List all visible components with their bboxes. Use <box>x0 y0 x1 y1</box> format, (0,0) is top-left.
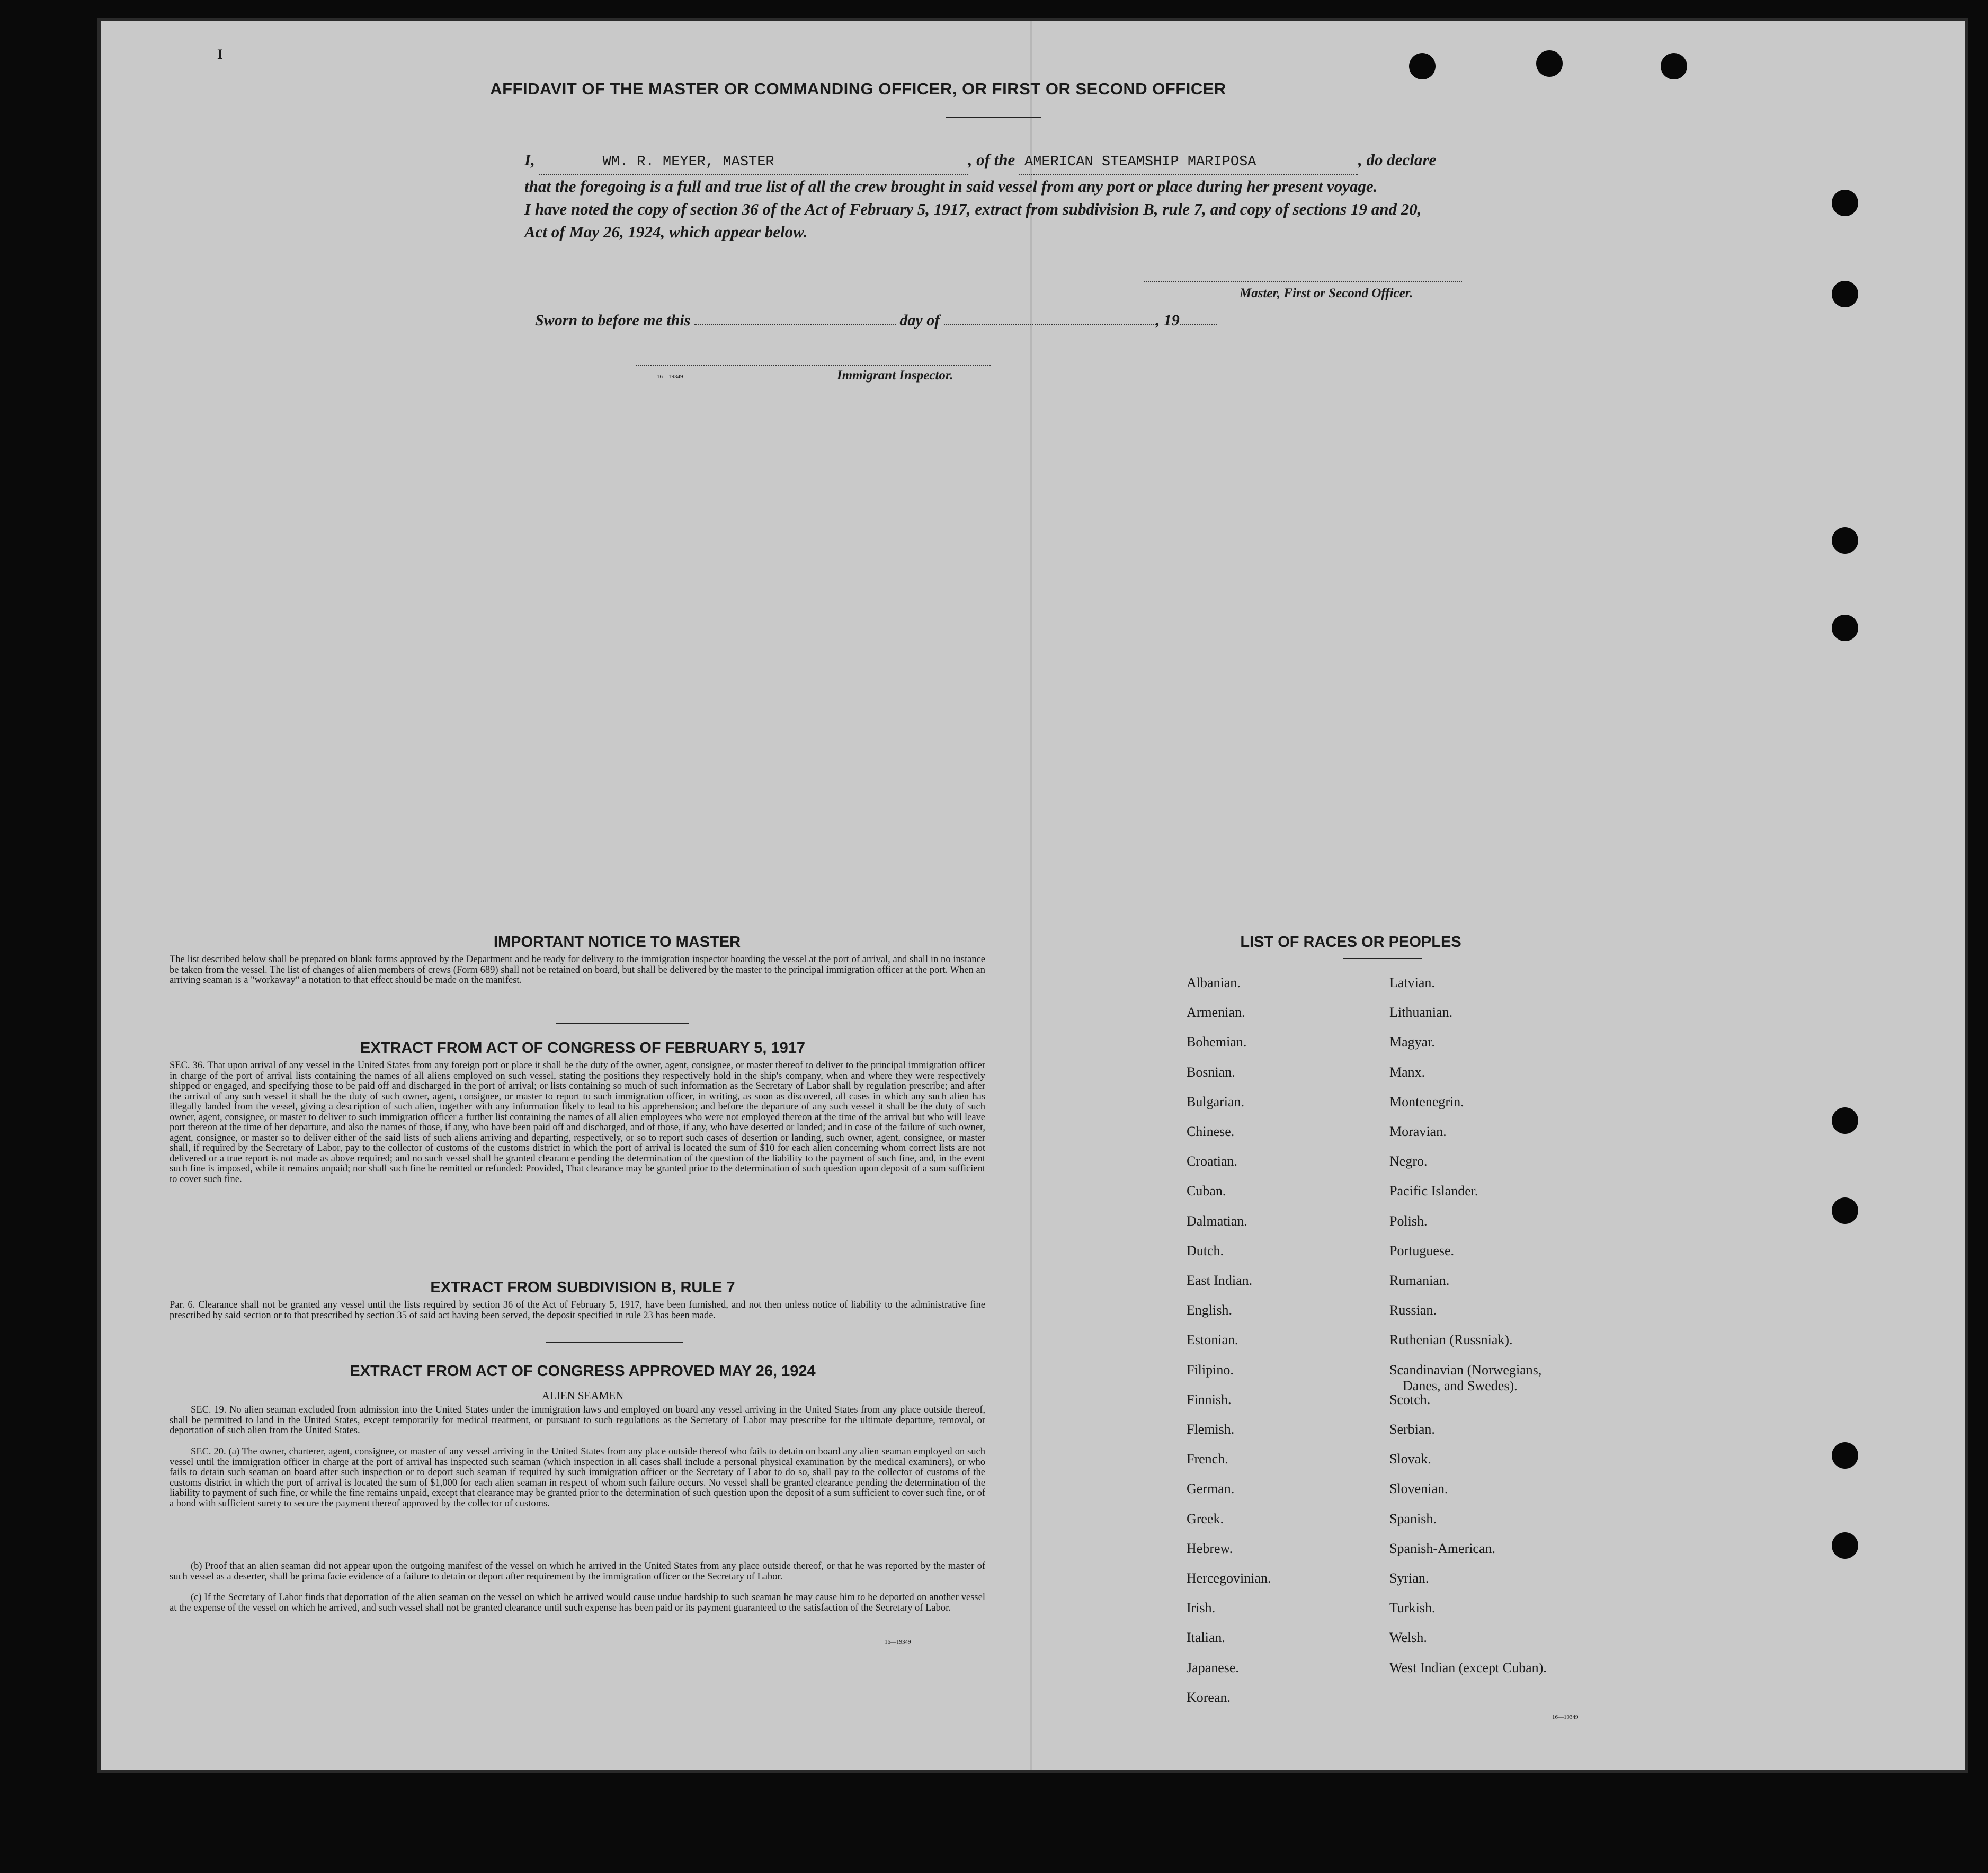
punch-hole <box>1661 53 1687 79</box>
race-item: Bohemian. <box>1187 1034 1247 1050</box>
race-item: Slovenian. <box>1389 1481 1448 1497</box>
race-item: East Indian. <box>1187 1273 1253 1288</box>
race-item: Russian. <box>1389 1302 1437 1318</box>
race-item: Magyar. <box>1389 1034 1435 1050</box>
punch-hole <box>1832 1197 1858 1224</box>
year-label: , 19 <box>1155 312 1180 329</box>
race-item: Manx. <box>1389 1064 1425 1080</box>
race-item: Montenegrin. <box>1389 1094 1464 1109</box>
signature-label: Master, First or Second Officer. <box>1240 286 1413 300</box>
punch-hole <box>1536 50 1563 77</box>
extract-1924-title: EXTRACT FROM ACT OF CONGRESS APPROVED MAY 26, 1924 <box>350 1363 816 1380</box>
race-item: Hebrew. <box>1187 1540 1233 1556</box>
race-item: Scotch. <box>1389 1391 1431 1407</box>
extract-1917-text: SEC. 36. That upon arrival of any vessel in the United States from any foreign port or place it shall be the duty of the owner, agent, consignee, or master thereof to deliver to the principal immigration officer in charge of the port of arrival lists containing the names of all aliens employed on such vessel, stating the positions they respectively hold in the ship's company, when and where they were respectively shipped or engaged, and specifying those to be paid off and discharged in the port of arrival; or lists containing so much of such information as the Secretary of Labor shall by regulation prescribe; and after the arrival of any such vessel it shall be the duty of such owner, agent, consignee, or master to report to such immigration officer, in writing, as soon as discovered, all cases in which any such alien has illegally landed from the vessel, giving a description of such alien, together with any information likely to lead to his apprehension; and before the departure of any such vessel it shall be the duty of such owner, agent, consignee, or master to deliver to such immigration officer a further list containing the names of all alien employees who were not employed thereon at the time of the arrival but who will leave port thereon at the time of her departure, and also the names of those, if any, who have been paid off and discharged, and of those, if any, who have deserted or landed; and in case of the failure of such owner, agent, consignee, or master so to deliver either of the said lists of such aliens arriving and departing, respectively, or so to report such cases of desertion or landing, such owner, agent, consignee, or master shall, if required by the Secretary of Labor, pay to the collector of customs of the customs district in which the port of arrival is located the sum of $10 for each alien concerning whom correct lists are not delivered or a true report is not made as above required; and no such vessel shall be granted clearance pending the determination of the question of the liability to the payment of such fine, and, in the event such fine is imposed, while it remains unpaid; nor shall such fine be remitted or refunded: Provided, That clearance may be granted prior to the determination of such question upon deposit of a sum sufficient to cover such fine. <box>170 1060 985 1185</box>
race-item: Finnish. <box>1187 1391 1232 1407</box>
punch-hole <box>1832 281 1858 307</box>
punch-hole <box>1832 1107 1858 1134</box>
affidavit-text-1: that the foregoing is a full and true list of all the crew brought in said vessel from any port or place during her present voyage. <box>524 177 1378 196</box>
form-number: 16—19349 <box>1552 1714 1579 1720</box>
extract-1924-sec19: SEC. 19. No alien seaman excluded from admission into the United States under the immigration laws and employed on board any vessel arriving in the United States from any place outside thereof, shall be permitted to land in the United States, except temporarily for medical treatment, or pursuant to such regulations as the Secretary of Labor may prescribe for the ultimate departure, removal, or deportation of such alien from the United States. <box>170 1405 985 1436</box>
sworn-label: Sworn to before me this <box>535 312 691 329</box>
vessel-field <box>1019 148 1358 175</box>
race-item: Cuban. <box>1187 1183 1226 1199</box>
inspector-line <box>636 365 991 366</box>
race-item: Armenian. <box>1187 1005 1245 1020</box>
pronoun: I, <box>524 150 535 169</box>
signature-line <box>1144 281 1462 282</box>
punch-hole <box>1832 527 1858 554</box>
race-item: Croatian. <box>1187 1153 1238 1169</box>
race-item: Latvian. <box>1389 975 1435 990</box>
punch-hole <box>1832 615 1858 641</box>
race-item: Welsh. <box>1389 1630 1427 1646</box>
affidavit-title: AFFIDAVIT OF THE MASTER OR COMMANDING OFFICER, OR FIRST OR SECOND OFFICER <box>490 79 1226 98</box>
sworn-month-field <box>944 324 1156 325</box>
section-rule <box>546 1342 683 1343</box>
inspector-label: Immigrant Inspector. <box>837 368 953 383</box>
race-item: Polish. <box>1389 1213 1428 1229</box>
punch-hole <box>1409 53 1436 79</box>
of-the: , of the <box>968 150 1015 169</box>
race-item: Dutch. <box>1187 1242 1224 1258</box>
race-item: Rumanian. <box>1389 1273 1450 1288</box>
sworn-day-field <box>694 324 896 325</box>
race-item: Lithuanian. <box>1389 1005 1453 1020</box>
affidavit-text-2: I have noted the copy of section 36 of the Act of February 5, 1917, extract from subdivision B, rule 7, and copy of sections 19 and 20, <box>524 200 1422 218</box>
race-item: Albanian. <box>1187 975 1241 990</box>
race-item: German. <box>1187 1481 1235 1497</box>
race-item: Estonian. <box>1187 1332 1238 1348</box>
race-item: English. <box>1187 1302 1232 1318</box>
race-item: Dalmatian. <box>1187 1213 1247 1229</box>
race-item: Japanese. <box>1187 1659 1239 1675</box>
master-name-field <box>539 148 968 175</box>
race-item: Negro. <box>1389 1153 1428 1169</box>
race-item: Ruthenian (Russniak). <box>1389 1332 1513 1348</box>
punch-hole <box>1832 190 1858 216</box>
punch-hole <box>1832 1442 1858 1469</box>
extract-1917-title: EXTRACT FROM ACT OF CONGRESS OF FEBRUARY 5, 1917 <box>360 1040 806 1057</box>
race-item: Turkish. <box>1389 1600 1436 1616</box>
notice-title: IMPORTANT NOTICE TO MASTER <box>493 934 741 951</box>
title-rule <box>946 117 1041 118</box>
do-declare: , do declare <box>1358 150 1437 169</box>
race-item: Slovak. <box>1389 1451 1431 1467</box>
race-item: Hercegovinian. <box>1187 1570 1271 1586</box>
race-item: Portuguese. <box>1389 1242 1455 1258</box>
day-of-label: day of <box>899 312 940 329</box>
extract-1924-sec20a: SEC. 20. (a) The owner, charterer, agent, consignee, or master of any vessel arriving in the United States from any place outside thereof who fails to detain on board any alien seaman employed on such vessel until the immigration officer in charge at the port of arrival has inspected such seaman (which inspection in all cases shall include a personal physical examination by the medical examiners), or who fails to detain such seaman on board after such inspection or to deport such seaman if required by such immigration officer or the Secretary of Labor to do so, shall pay to the collector of customs of the customs district in which the port of arrival is located the sum of $1,000 for each alien seaman in respect of whom such failure occurs. No vessel shall be granted clearance pending the determination of the liability to payment of such fine, or while the fine remains unpaid, except that clearance may be granted prior to the determination of such question upon the deposit of a sum sufficient to cover such fine, or of a bond with sufficient surety to secure the payment thereof approved by the collector of customs. <box>170 1446 985 1509</box>
punch-hole <box>1832 1532 1858 1559</box>
race-item: Serbian. <box>1389 1422 1435 1437</box>
race-item: Bulgarian. <box>1187 1094 1245 1109</box>
rule7-title: EXTRACT FROM SUBDIVISION B, RULE 7 <box>430 1279 735 1296</box>
race-item: Filipino. <box>1187 1362 1234 1378</box>
race-item: Spanish-American. <box>1389 1540 1496 1556</box>
race-item: Bosnian. <box>1187 1064 1235 1080</box>
race-item: Pacific Islander. <box>1389 1183 1478 1199</box>
race-item: Syrian. <box>1389 1570 1429 1586</box>
race-item: Scandinavian (Norwegians, <box>1389 1362 1542 1378</box>
extract-1924-sec20b: (b) Proof that an alien seaman did not appear upon the outgoing manifest of the vessel on which he arrived in the United States from any place outside thereof, or that he was reported by the master of such vessel as a deserter, shall be prima facie evidence of a failure to detain or deport after requirement by the immigration officer or the Secretary of Labor. <box>170 1561 985 1582</box>
race-item: Italian. <box>1187 1630 1225 1646</box>
race-item: French. <box>1187 1451 1228 1467</box>
races-rule <box>1343 958 1422 959</box>
extract-1924-sec20c: (c) If the Secretary of Labor finds that deportation of the alien seaman on the vessel on which he arrived would cause undue hardship to such seaman he may cause him to be deported on another vessel at the expense of the vessel on which he arrived, and such vessel shall not be granted clearance until such expense has been paid or its payment guaranteed to the satisfaction of the Secretary of Labor. <box>170 1592 985 1613</box>
race-item: Irish. <box>1187 1600 1216 1616</box>
extract-1924-subtitle: ALIEN SEAMEN <box>541 1389 624 1402</box>
master-name: WM. R. MEYER, MASTER <box>602 154 774 170</box>
affidavit-text-3: Act of May 26, 1924, which appear below. <box>524 223 808 241</box>
form-number: 16—19349 <box>885 1639 911 1645</box>
affidavit-declaration-line <box>524 148 1531 175</box>
vessel-name: AMERICAN STEAMSHIP MARIPOSA <box>1024 154 1256 170</box>
races-title: LIST OF RACES OR PEOPLES <box>1240 934 1461 951</box>
race-item: Greek. <box>1187 1511 1224 1526</box>
race-item: Spanish. <box>1389 1511 1437 1526</box>
race-item: Korean. <box>1187 1689 1231 1705</box>
sworn-year-field <box>1180 324 1217 325</box>
affidavit-body <box>524 148 1531 243</box>
section-rule <box>556 1023 689 1024</box>
document-sheet <box>101 21 1965 1770</box>
race-item: West Indian (except Cuban). <box>1389 1659 1547 1675</box>
race-item: Moravian. <box>1389 1124 1447 1139</box>
sworn-line <box>535 312 1217 330</box>
race-item: Flemish. <box>1187 1422 1235 1437</box>
race-item: Danes, and Swedes). <box>1403 1378 1518 1393</box>
rule7-text: Par. 6. Clearance shall not be granted any vessel until the lists required by section 36 of the Act of February 5, 1917, have been furnished, and not then unless notice of liability to the administrative fine prescribed by said section or to that prescribed by section 35 of said act having been served, the deposit specified in rule 23 has been made. <box>170 1300 985 1321</box>
form-number: 16—19349 <box>657 374 683 380</box>
notice-text: The list described below shall be prepared on blank forms approved by the Department and be ready for delivery to the immigration inspector boarding the vessel at the port of arrival, and shall in no instance be taken from the vessel. The list of changes of alien members of crews (Form 689) shall not be retained on board, but shall be delivered by the master to the principal immigration officer at the port. When an arriving seaman is a "workaway" a notation to that effect should be made on the manifest. <box>170 954 985 986</box>
margin-mark: I <box>217 47 223 62</box>
race-item: Chinese. <box>1187 1124 1235 1139</box>
